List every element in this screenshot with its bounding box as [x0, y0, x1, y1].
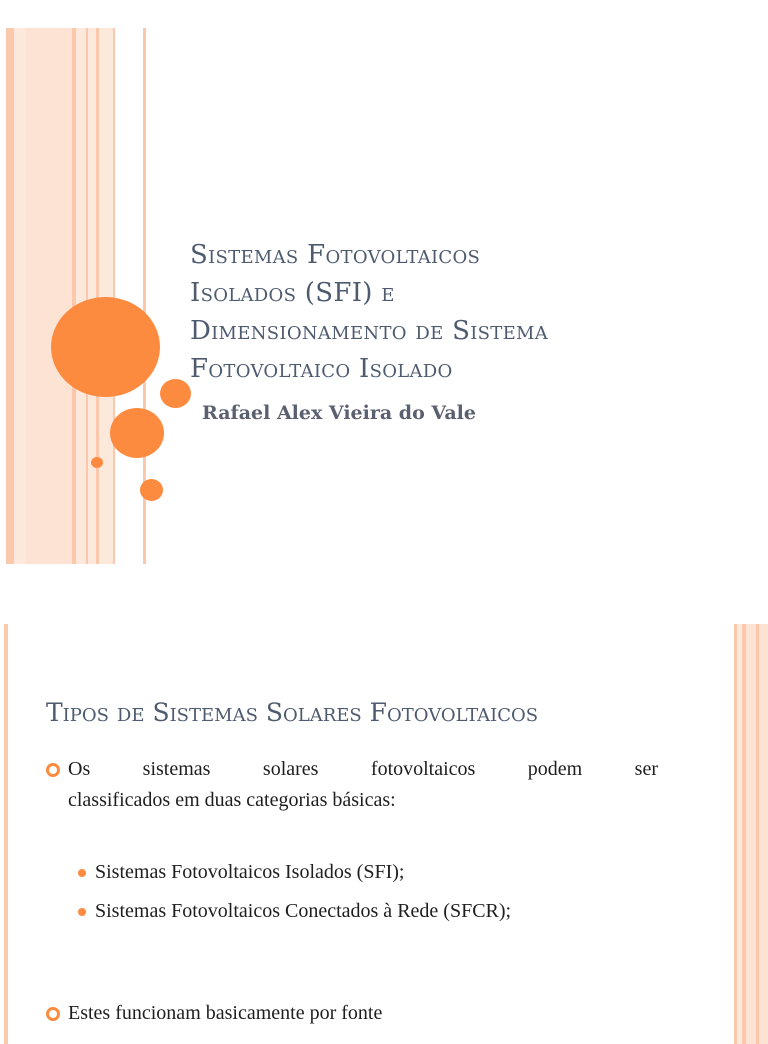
- title-line: Dimensionamento de Sistema: [190, 316, 549, 346]
- title-line: Isolados (SFI) e: [190, 278, 395, 308]
- decorative-circle: [51, 297, 160, 397]
- stripe-decoration: [88, 28, 96, 564]
- sub-item-text: Sistemas Fotovoltaicos Isolados (SFI);: [95, 861, 405, 883]
- sub-list-item: [78, 897, 658, 926]
- bullet-text: Estes funcionam basicamente por fonte: [68, 1002, 383, 1024]
- list-item: [46, 998, 658, 1029]
- bullet-text-line: classificados em duas categorias básicas:: [68, 789, 396, 811]
- title-line: Sistemas Fotovoltaicos: [190, 240, 481, 270]
- stripe-decoration: [756, 624, 759, 1044]
- decorative-circle: [140, 479, 163, 501]
- title-line: Fotovoltaico Isolado: [190, 354, 453, 384]
- sub-item-text: Sistemas Fotovoltaicos Conectados à Rede (SFCR);: [95, 900, 512, 922]
- decorative-circle: [91, 457, 103, 468]
- stripe-decoration: [113, 28, 115, 564]
- slide-2: [0, 624, 768, 1044]
- bullet-text-line: Os sistemas solares fotovoltaicos podem ser: [68, 758, 658, 780]
- stripe-decoration: [6, 28, 14, 564]
- bullet-icon: [46, 1007, 60, 1021]
- sub-list-item: [78, 858, 658, 887]
- bullet-icon: [46, 763, 60, 777]
- sub-bullet-icon: [78, 908, 86, 916]
- slide-1: [0, 28, 768, 564]
- sub-bullet-icon: [78, 869, 86, 877]
- slide-title: [190, 236, 750, 388]
- author-subtitle: Rafael Alex Vieira do Vale: [202, 402, 476, 424]
- bullet-text: [68, 754, 658, 816]
- stripe-decoration: [76, 28, 86, 564]
- stripe-decoration: [4, 624, 8, 1044]
- stripe-decoration: [14, 28, 26, 564]
- list-item: [46, 754, 658, 816]
- decorative-circle: [160, 379, 191, 408]
- stripe-decoration: [99, 28, 113, 564]
- slide-title: Tipos de Sistemas Solares Fotovoltaicos: [46, 698, 539, 727]
- stripe-decoration: [26, 28, 72, 564]
- decorative-circle: [110, 408, 164, 458]
